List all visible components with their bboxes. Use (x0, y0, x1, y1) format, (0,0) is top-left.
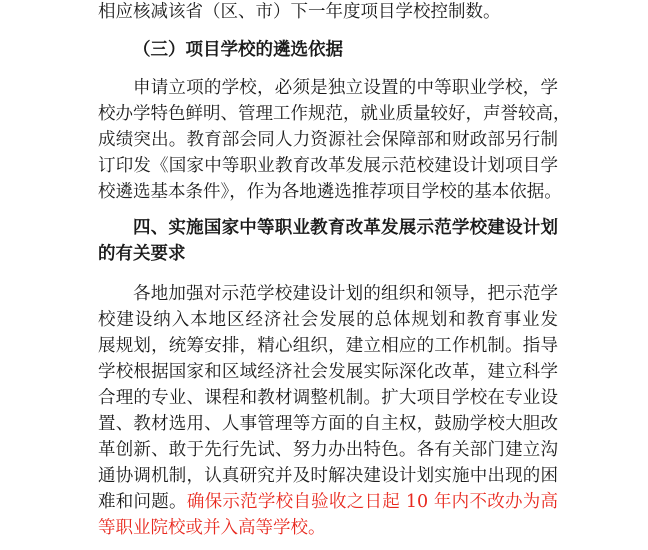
paragraph-line: 通协调机制，认真研究并及时解决建设计划实施中出现的困 (98, 466, 558, 486)
paragraph-line: 展规划，统筹安排，精心组织，建立相应的工作机制。指导 (98, 336, 558, 356)
paragraph-text: 难和问题。 (98, 492, 187, 512)
paragraph-line: 相应核减该省（区、市）下一年度项目学校控制数。 (98, 2, 501, 22)
paragraph-line: 订印发《国家中等职业教育改革发展示范校建设计划项目学 (98, 156, 558, 176)
section-heading: （三）项目学校的遴选依据 (133, 40, 343, 60)
paragraph-line-mixed (98, 490, 558, 514)
paragraph-line: 申请立项的学校，必须是独立设置的中等职业学校，学 (133, 78, 558, 98)
paragraph-line: 革创新、敢于先行先试、努力办出特色。各有关部门建立沟 (98, 440, 558, 460)
chapter-heading: 四、实施国家中等职业教育改革发展示范学校建设计划 (133, 218, 558, 238)
paragraph-line: 合理的专业、课程和教材调整机制。扩大项目学校在专业设 (98, 388, 558, 408)
paragraph-line: 校建设纳入本地区经济社会发展的总体规划和教育事业发 (98, 310, 558, 330)
paragraph-line: 成绩突出。教育部会同人力资源社会保障部和财政部另行制 (98, 130, 558, 150)
highlighted-text: 等职业院校或并入高等学校。 (98, 518, 326, 538)
paragraph-line: 校遴选基本条件》，作为各地遴选推荐项目学校的基本依据。 (98, 182, 562, 202)
paragraph-line: 校办学特色鲜明、管理工作规范，就业质量较好，声誉较高， (98, 104, 571, 124)
paragraph-line: 各地加强对示范学校建设计划的组织和领导，把示范学 (133, 284, 558, 304)
chapter-heading: 的有关要求 (98, 244, 186, 264)
paragraph-line: 学校根据国家和区域经济社会发展实际深化改革，建立科学 (98, 362, 558, 382)
paragraph-line: 置、教材选用、人事管理等方面的自主权，鼓励学校大胆改 (98, 414, 558, 434)
highlighted-text: 确保示范学校自验收之日起 10 年内不改办为高 (186, 492, 558, 512)
